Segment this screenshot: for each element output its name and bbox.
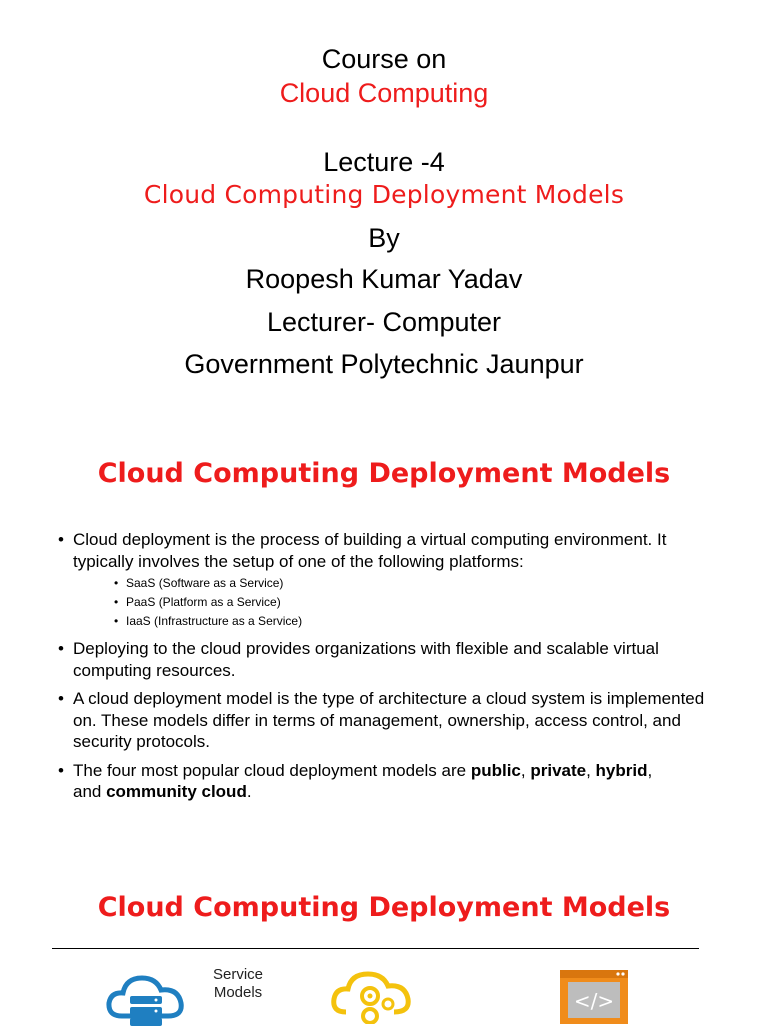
lecture-topic: Cloud Computing Deployment Models bbox=[143, 180, 625, 209]
bullet-item bbox=[58, 760, 718, 803]
author-name: Roopesh Kumar Yadav bbox=[245, 264, 523, 294]
code-window-icon bbox=[558, 968, 630, 1024]
separator: , bbox=[586, 760, 596, 780]
bullet-item: • Deploying to the cloud provides organizations with flexible and scalable virtual computing resources. bbox=[58, 638, 718, 681]
label-line: Service bbox=[213, 966, 264, 983]
diagram-slide bbox=[0, 880, 768, 1024]
title-slide bbox=[0, 0, 768, 420]
service-models-label bbox=[213, 966, 263, 1002]
period: . bbox=[246, 782, 252, 801]
and-text: and bbox=[73, 782, 107, 801]
sub-bullet-list bbox=[114, 574, 718, 631]
public-term: public bbox=[470, 760, 521, 780]
separator: , bbox=[647, 760, 653, 780]
institution-name: Government Polytechnic Jaunpur bbox=[184, 349, 584, 379]
course-name: Cloud Computing bbox=[279, 78, 489, 108]
bullet-list bbox=[58, 529, 718, 810]
by-text: By bbox=[368, 223, 400, 253]
cloud-server-icon bbox=[106, 966, 186, 1026]
sub-bullet-item: • SaaS (Software as a Service) bbox=[114, 574, 718, 593]
bullet-text: The four most popular cloud deployment models are bbox=[73, 760, 471, 780]
separator: , bbox=[520, 760, 531, 780]
label-line: Models bbox=[213, 984, 263, 1001]
lecture-number: Lecture -4 bbox=[323, 147, 445, 177]
community-term: community cloud bbox=[106, 782, 247, 801]
sub-bullet-item: • PaaS (Platform as a Service) bbox=[114, 593, 718, 612]
private-term: private bbox=[530, 760, 587, 780]
slide-heading: Cloud Computing Deployment Models bbox=[97, 458, 671, 489]
sub-bullet-item: • IaaS (Infrastructure as a Service) bbox=[114, 612, 718, 631]
overview-slide bbox=[0, 440, 768, 860]
author-title: Lecturer- Computer bbox=[266, 307, 502, 337]
svg-text:</>: </> bbox=[573, 989, 615, 1013]
bullet-text: Cloud deployment is the process of building a virtual computing environment. It typically involves the setup of one of the following platforms: bbox=[73, 530, 667, 571]
bullet-item bbox=[58, 529, 718, 631]
slide-heading: Cloud Computing Deployment Models bbox=[97, 892, 671, 923]
hybrid-term: hybrid bbox=[595, 760, 648, 780]
course-on-text: Course on bbox=[321, 44, 447, 74]
cloud-gears-icon bbox=[330, 962, 412, 1024]
bullet-item: • A cloud deployment model is the type of architecture a cloud system is implemented on. These models differ in terms of management, ownership, access control, and security protocols. bbox=[58, 688, 718, 753]
divider-line bbox=[52, 948, 699, 949]
